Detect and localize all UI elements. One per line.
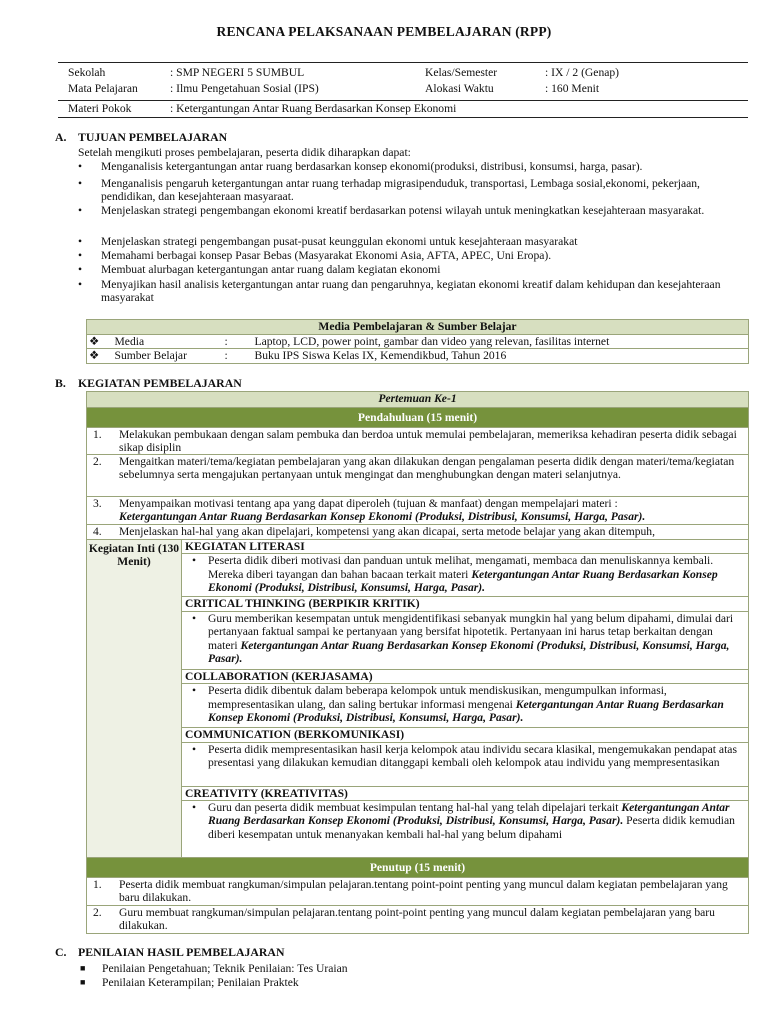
square-bullet-icon: ■ bbox=[80, 963, 86, 973]
alokasi-label: Alokasi Waktu bbox=[425, 82, 494, 95]
kelas-value: : IX / 2 (Genap) bbox=[545, 66, 620, 79]
bullet-icon: • bbox=[192, 611, 197, 625]
intro-row: 4. Menjelaskan hal-hal yang akan dipelajari, kompetensi yang akan dicapai, serta metode belajar yang akan ditempuh, bbox=[87, 525, 749, 540]
assessment-item: ■ Penilaian Pengetahuan; Teknik Penilaian: Tes Uraian bbox=[80, 962, 348, 975]
meeting-title: Pertemuan Ke-1 bbox=[87, 392, 749, 408]
identity-divider bbox=[58, 100, 748, 101]
sekolah-value: : SMP NEGERI 5 SUMBUL bbox=[170, 66, 305, 79]
core-activity-label: Kegiatan Inti (130 Menit) bbox=[87, 540, 182, 858]
bullet-icon: • bbox=[78, 263, 83, 276]
objective-item: • Menjelaskan strategi pengembangan pusat-pusat keunggulan ekonomi untuk kesejahteraan masyarakat bbox=[78, 235, 578, 248]
diamond-icon: ❖ bbox=[87, 334, 113, 349]
media-label: Sumber Belajar bbox=[113, 349, 223, 364]
objective-item: • Menyajikan hasil analisis ketergantungan antar ruang dan pengaruhnya, kegiatan ekonomi kreatif dalam kehidupan dan kesejahteraan masyarakat bbox=[78, 278, 721, 305]
kelas-label: Kelas/Semester bbox=[425, 66, 498, 79]
bullet-icon: • bbox=[78, 235, 83, 248]
activity-heading: COMMUNICATION (BERKOMUNIKASI) bbox=[182, 728, 749, 742]
activity-heading: KEGIATAN LITERASI bbox=[182, 540, 749, 554]
materi-value: : Ketergantungan Antar Ruang Berdasarkan Konsep Ekonomi bbox=[170, 102, 457, 115]
bullet-icon: • bbox=[192, 684, 197, 698]
intro-row: 2. Mengaitkan materi/tema/kegiatan pembelajaran yang akan dilakukan dengan pengalaman peserta didik dengan materi/tema/kegiatan sebelumnya serta mengajukan pertanyaan untuk mengingat dan menghubungkan dengan materi selanjutnya. bbox=[87, 455, 749, 497]
activity-row: • Guru memberikan kesempatan untuk mengidentifikasi sebanyak mungkin hal yang belum dipahami, dimulai dari pertanyaan faktual sampai ke pertanyaan yang bersifat hipotetik. Pertanyaan ini harus tetap berkaitan dengan materi Ketergantungan Antar Ruang Berdasarkan Konsep Ekonomi (Produksi, Distribusi, Konsumsi, Harga, Pasar). bbox=[87, 611, 749, 669]
mapel-label: Mata Pelajaran bbox=[68, 82, 138, 95]
media-value: Buku IPS Siswa Kelas IX, Kemendikbud, Tahun 2016 bbox=[253, 349, 749, 364]
bullet-icon: • bbox=[78, 204, 83, 217]
media-value: Laptop, LCD, power point, gambar dan video yang relevan, fasilitas internet bbox=[253, 334, 749, 349]
bullet-icon: • bbox=[192, 554, 197, 568]
bullet-icon: • bbox=[192, 742, 197, 756]
bullet-icon: • bbox=[78, 160, 83, 173]
media-row bbox=[87, 334, 749, 349]
bullet-icon: • bbox=[78, 177, 83, 190]
section-c-heading: C. PENILAIAN HASIL PEMBELAJARAN bbox=[55, 945, 285, 959]
activity-heading: CREATIVITY (KREATIVITAS) bbox=[182, 786, 749, 800]
activity-row: • Guru dan peserta didik membuat kesimpulan tentang hal-hal yang telah dipelajari terkait Ketergantungan Antar Ruang Berdasarkan Konsep Ekonomi (Produksi, Distribusi, Konsumsi, Harga, Pasar). Peserta didik kemudian diberi kesempatan untuk menanyakan kembali hal-hal yang belum dipahami bbox=[87, 801, 749, 858]
media-sep: : bbox=[223, 349, 253, 364]
media-label: Media bbox=[113, 334, 223, 349]
activities-table bbox=[86, 391, 749, 934]
closing-row: 1. Peserta didik membuat rangkuman/simpulan pelajaran.tentang point-point penting yang muncul dalam kegiatan pembelajaran yang baru dilakukan. bbox=[87, 878, 749, 906]
assessment-item: ■ Penilaian Keterampilan; Penilaian Praktek bbox=[80, 976, 299, 989]
materi-label: Materi Pokok bbox=[68, 102, 132, 115]
intro-row: 1. Melakukan pembukaan dengan salam pembuka dan berdoa untuk memulai pembelajaran, memeriksa kehadiran peserta didik sebagai sikap disiplin bbox=[87, 428, 749, 455]
activity-row: • Peserta didik diberi motivasi dan panduan untuk melihat, mengamati, membaca dan menuliskannya kembali. Mereka diberi tayangan dan bahan bacaan terkait materi Ketergantungan Antar Ruang Berdasarkan Konsep Ekonomi (Produksi, Distribusi, Konsumsi, Harga, Pasar). bbox=[87, 554, 749, 597]
diamond-icon: ❖ bbox=[87, 349, 113, 364]
activity-heading: CRITICAL THINKING (BERPIKIR KRITIK) bbox=[182, 597, 749, 611]
objective-item: • Menganalisis pengaruh ketergantungan antar ruang terhadap migrasipenduduk, transportasi, Lembaga sosial,ekonomi, pekerjaan, pendidikan, dan kesejahteraan masyaraat. bbox=[78, 177, 700, 204]
bullet-icon: • bbox=[192, 801, 197, 815]
closing-row: 2. Guru membuat rangkuman/simpulan pelajaran.tentang point-point penting yang muncul dalam kegiatan pembelajaran yang baru dilakukan. bbox=[87, 906, 749, 934]
activity-row: • Peserta didik dibentuk dalam beberapa kelompok untuk mendiskusikan, mengumpulkan informasi, mempresentasikan ulang, dan saling bertukar informasi mengenai Ketergantungan Antar Ruang Berdasarkan Konsep Ekonomi (Produksi, Distribusi, Konsumsi, Harga, Pasar). bbox=[87, 684, 749, 728]
media-row bbox=[87, 349, 749, 364]
intro-row: 3. Menyampaikan motivasi tentang apa yang dapat diperoleh (tujuan & manfaat) dengan mempelajari materi : Ketergantungan Antar Ruang Berdasarkan Konsep Ekonomi (Produksi, Distribusi, Konsumsi, Harga, Pasar). bbox=[87, 497, 749, 525]
media-table-header: Media Pembelajaran & Sumber Belajar bbox=[87, 320, 749, 335]
alokasi-value: : 160 Menit bbox=[545, 82, 600, 95]
section-a-intro: Setelah mengikuti proses pembelajaran, peserta didik diharapkan dapat: bbox=[78, 146, 411, 159]
square-bullet-icon: ■ bbox=[80, 977, 86, 987]
activity-row: • Peserta didik mempresentasikan hasil kerja kelompok atau individu secara klasikal, mengemukakan pendapat atas presentasi yang dilakukan kemudian ditanggapi kembali oleh kelompok atau individu yang mempresentasikan bbox=[87, 742, 749, 786]
media-sep: : bbox=[223, 334, 253, 349]
closing-bar: Penutup (15 menit) bbox=[87, 858, 749, 878]
objective-item: • Memahami berbagai konsep Pasar Bebas (Masyarakat Ekonomi Asia, AFTA, APEC, Uni Eropa). bbox=[78, 249, 552, 262]
objective-item: • Menjelaskan strategi pengembangan ekonomi kreatif berdasarkan potensi wilayah untuk meningkatkan kesejahteraan masyarakat. bbox=[78, 204, 705, 217]
objective-item: • Membuat alurbagan ketergantungan antar ruang dalam kegiatan ekonomi bbox=[78, 263, 441, 276]
sekolah-label: Sekolah bbox=[68, 66, 106, 79]
bullet-icon: • bbox=[78, 278, 83, 291]
bullet-icon: • bbox=[78, 249, 83, 262]
objective-item: • Menganalisis ketergantungan antar ruang berdasarkan konsep ekonomi(produksi, distribusi, konsumsi, harga, pasar). bbox=[78, 160, 643, 173]
media-table bbox=[86, 319, 749, 364]
intro-bar: Pendahuluan (15 menit) bbox=[87, 408, 749, 428]
document-title: RENCANA PELAKSANAAN PEMBELAJARAN (RPP) bbox=[216, 24, 552, 39]
activity-heading: COLLABORATION (KERJASAMA) bbox=[182, 669, 749, 683]
section-a-heading: A. TUJUAN PEMBELAJARAN bbox=[55, 130, 228, 144]
section-b-heading: B. KEGIATAN PEMBELAJARAN bbox=[55, 376, 242, 390]
mapel-value: : Ilmu Pengetahuan Sosial (IPS) bbox=[170, 82, 319, 95]
